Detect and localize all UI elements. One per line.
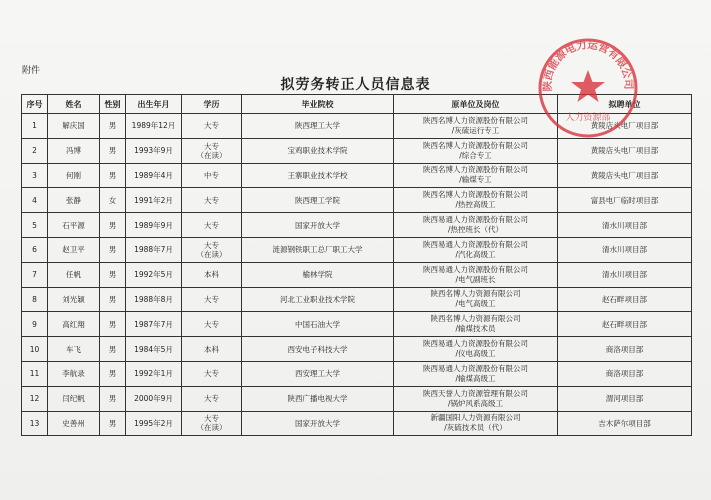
table-row <box>22 138 692 163</box>
cell-birth: 1989年4月 <box>126 163 182 188</box>
header-target-unit: 拟聘单位 <box>558 95 692 114</box>
cell-education: 本科 <box>182 262 242 287</box>
cell-original-position <box>394 237 558 262</box>
cell-name: 解庆国 <box>48 114 100 139</box>
table-row <box>22 163 692 188</box>
cell-education: 大专 <box>182 386 242 411</box>
cell-original-position <box>394 337 558 362</box>
header-education: 学历 <box>182 95 242 114</box>
cell-school: 中国石油大学 <box>242 312 394 337</box>
page-title: 拟劳务转正人员信息表 <box>280 77 431 93</box>
cell-target-unit: 黄陵店头电厂项目部 <box>558 138 692 163</box>
original-company: 陕西易通人力资源股份有限公司 <box>423 339 528 349</box>
original-role: /锅炉风系高级工 <box>447 398 504 408</box>
cell-original-position <box>394 411 558 436</box>
original-role: /热控班长（代） <box>447 225 504 235</box>
original-role: /电气高级工 <box>455 299 496 309</box>
cell-name: 任帆 <box>48 262 100 287</box>
original-company: 陕西名博人力资源股份有限公司 <box>423 140 528 150</box>
cell-school: 王寨职业技术学校 <box>242 163 394 188</box>
cell-birth: 1989年12月 <box>126 114 182 139</box>
original-role: /输煤高级工 <box>455 373 496 383</box>
table-row <box>22 337 692 362</box>
cell-original-position <box>394 138 558 163</box>
cell-sex: 男 <box>100 361 126 386</box>
table-header-row <box>22 95 692 114</box>
table-row <box>22 411 692 436</box>
cell-original-position <box>394 312 558 337</box>
cell-birth: 1992年5月 <box>126 262 182 287</box>
cell-name: 闫纪帆 <box>48 386 100 411</box>
cell-education: 大专 （在读） <box>182 138 242 163</box>
svg-text:人力资源部: 人力资源部 <box>565 113 611 123</box>
table-row <box>22 361 692 386</box>
cell-education: 中专 <box>182 163 242 188</box>
cell-birth: 1993年9月 <box>126 138 182 163</box>
cell-sex: 男 <box>100 262 126 287</box>
cell-original-position <box>394 163 558 188</box>
cell-school: 涟源钢铁职工总厂职工大学 <box>242 237 394 262</box>
cell-original-position <box>394 386 558 411</box>
cell-name: 史善州 <box>48 411 100 436</box>
cell-birth: 1987年7月 <box>126 312 182 337</box>
cell-sex: 男 <box>100 287 126 312</box>
cell-birth: 1984年5月 <box>126 337 182 362</box>
header-school: 毕业院校 <box>242 95 394 114</box>
cell-target-unit: 吉木萨尔项目部 <box>558 411 692 436</box>
cell-target-unit: 赵石畔项目部 <box>558 287 692 312</box>
table-row <box>22 386 692 411</box>
cell-target-unit: 清水川项目部 <box>558 262 692 287</box>
cell-education: 本科 <box>182 337 242 362</box>
original-company: 陕西名博人力资源股份有限公司 <box>423 115 528 125</box>
cell-no: 12 <box>22 386 48 411</box>
cell-education: 大专 <box>182 213 242 238</box>
table-row <box>22 237 692 262</box>
cell-school: 榆林学院 <box>242 262 394 287</box>
cell-birth: 2000年9月 <box>126 386 182 411</box>
cell-sex: 男 <box>100 386 126 411</box>
cell-education: 大专 （在读） <box>182 411 242 436</box>
cell-target-unit: 富县电厂临时项目部 <box>558 188 692 213</box>
cell-school: 河北工业职业技术学院 <box>242 287 394 312</box>
cell-no: 6 <box>22 237 48 262</box>
original-role: /电气副班长 <box>455 274 496 284</box>
cell-education: 大专 <box>182 114 242 139</box>
original-company: 陕西名博人力资源股份有限公司 <box>423 190 528 200</box>
cell-education: 大专 <box>182 312 242 337</box>
original-role: /热控高级工 <box>455 200 496 210</box>
cell-no: 3 <box>22 163 48 188</box>
cell-school: 陕西理工学院 <box>242 188 394 213</box>
cell-sex: 女 <box>100 188 126 213</box>
cell-birth: 1992年1月 <box>126 361 182 386</box>
header-name: 姓名 <box>48 95 100 114</box>
cell-no: 4 <box>22 188 48 213</box>
cell-original-position <box>394 213 558 238</box>
cell-sex: 男 <box>100 114 126 139</box>
cell-original-position <box>394 361 558 386</box>
cell-no: 1 <box>22 114 48 139</box>
cell-target-unit: 商洛项目部 <box>558 361 692 386</box>
cell-no: 7 <box>22 262 48 287</box>
cell-no: 11 <box>22 361 48 386</box>
cell-school: 西安理工大学 <box>242 361 394 386</box>
cell-birth: 1991年2月 <box>126 188 182 213</box>
svg-text:陕西能源电力运营有限公司: 陕西能源电力运营有限公司 <box>541 39 635 92</box>
cell-no: 10 <box>22 337 48 362</box>
cell-target-unit: 黄陵店头电厂项目部 <box>558 163 692 188</box>
cell-school: 宝鸡职业技术学院 <box>242 138 394 163</box>
cell-name: 石平源 <box>48 213 100 238</box>
cell-sex: 男 <box>100 411 126 436</box>
cell-name: 高红翔 <box>48 312 100 337</box>
education-note: （在读） <box>196 423 227 433</box>
cell-education: 大专 <box>182 188 242 213</box>
cell-name: 何刚 <box>48 163 100 188</box>
original-company: 陕西名博人力资源有限公司 <box>430 314 521 324</box>
cell-original-position <box>394 287 558 312</box>
cell-no: 9 <box>22 312 48 337</box>
original-company: 陕西易通人力资源股份有限公司 <box>423 264 528 274</box>
cell-birth: 1988年8月 <box>126 287 182 312</box>
original-role: /汽化高级工 <box>455 249 496 259</box>
table-row <box>22 312 692 337</box>
table-row <box>22 287 692 312</box>
cell-school: 国家开放大学 <box>242 213 394 238</box>
original-company: 新疆国阳人力资源有限公司 <box>430 413 521 423</box>
original-company: 陕西易通人力资源股份有限公司 <box>423 215 528 225</box>
cell-name: 冯博 <box>48 138 100 163</box>
cell-no: 5 <box>22 213 48 238</box>
cell-target-unit: 渭河项目部 <box>558 386 692 411</box>
header-sex: 性别 <box>100 95 126 114</box>
original-role: /输煤专工 <box>459 175 492 185</box>
table-row <box>22 213 692 238</box>
cell-target-unit: 商洛项目部 <box>558 337 692 362</box>
original-company: 陕西名博人力资源股份有限公司 <box>423 165 528 175</box>
cell-sex: 男 <box>100 213 126 238</box>
cell-name: 车飞 <box>48 337 100 362</box>
original-company: 陕西名博人力资源有限公司 <box>430 289 521 299</box>
cell-birth: 1988年7月 <box>126 237 182 262</box>
cell-original-position <box>394 114 558 139</box>
original-company: 陕西天誉人力资源管理有限公司 <box>423 388 528 398</box>
header-no: 序号 <box>22 95 48 114</box>
table-row <box>22 114 692 139</box>
cell-name: 赵卫平 <box>48 237 100 262</box>
cell-sex: 男 <box>100 163 126 188</box>
cell-birth: 1995年2月 <box>126 411 182 436</box>
cell-name: 李航录 <box>48 361 100 386</box>
cell-no: 13 <box>22 411 48 436</box>
attachment-label: 附件 <box>22 66 41 76</box>
cell-no: 2 <box>22 138 48 163</box>
education-note: （在读） <box>196 150 227 160</box>
cell-education: 大专 <box>182 361 242 386</box>
original-company: 陕西易通人力资源股份有限公司 <box>423 363 528 373</box>
cell-sex: 男 <box>100 312 126 337</box>
original-company: 陕西易通人力资源股份有限公司 <box>423 239 528 249</box>
table-row <box>22 262 692 287</box>
cell-name: 张静 <box>48 188 100 213</box>
cell-education: 大专 <box>182 287 242 312</box>
cell-school: 陕西广播电视大学 <box>242 386 394 411</box>
original-role: /输煤技术员 <box>455 324 496 334</box>
cell-sex: 男 <box>100 337 126 362</box>
cell-target-unit: 清水川项目部 <box>558 237 692 262</box>
cell-birth: 1989年9月 <box>126 213 182 238</box>
original-role: /灰硫运行专工 <box>451 125 500 135</box>
cell-sex: 男 <box>100 237 126 262</box>
table-row <box>22 188 692 213</box>
cell-original-position <box>394 262 558 287</box>
personnel-table <box>21 94 692 436</box>
cell-school: 陕西理工大学 <box>242 114 394 139</box>
cell-original-position <box>394 188 558 213</box>
original-role: /仪电高级工 <box>455 349 496 359</box>
cell-school: 西安电子科技大学 <box>242 337 394 362</box>
cell-education: 大专 （在读） <box>182 237 242 262</box>
education-note: （在读） <box>196 249 227 259</box>
header-birth: 出生年月 <box>126 95 182 114</box>
cell-target-unit: 清水川项目部 <box>558 213 692 238</box>
cell-name: 刘光颖 <box>48 287 100 312</box>
cell-sex: 男 <box>100 138 126 163</box>
cell-target-unit: 黄陵店头电厂项目部 <box>558 114 692 139</box>
header-original-position: 原单位及岗位 <box>394 95 558 114</box>
original-role: /综合专工 <box>459 150 492 160</box>
cell-no: 8 <box>22 287 48 312</box>
cell-school: 国家开放大学 <box>242 411 394 436</box>
original-role: /灰硫技术员（代） <box>444 423 507 433</box>
cell-target-unit: 赵石畔项目部 <box>558 312 692 337</box>
